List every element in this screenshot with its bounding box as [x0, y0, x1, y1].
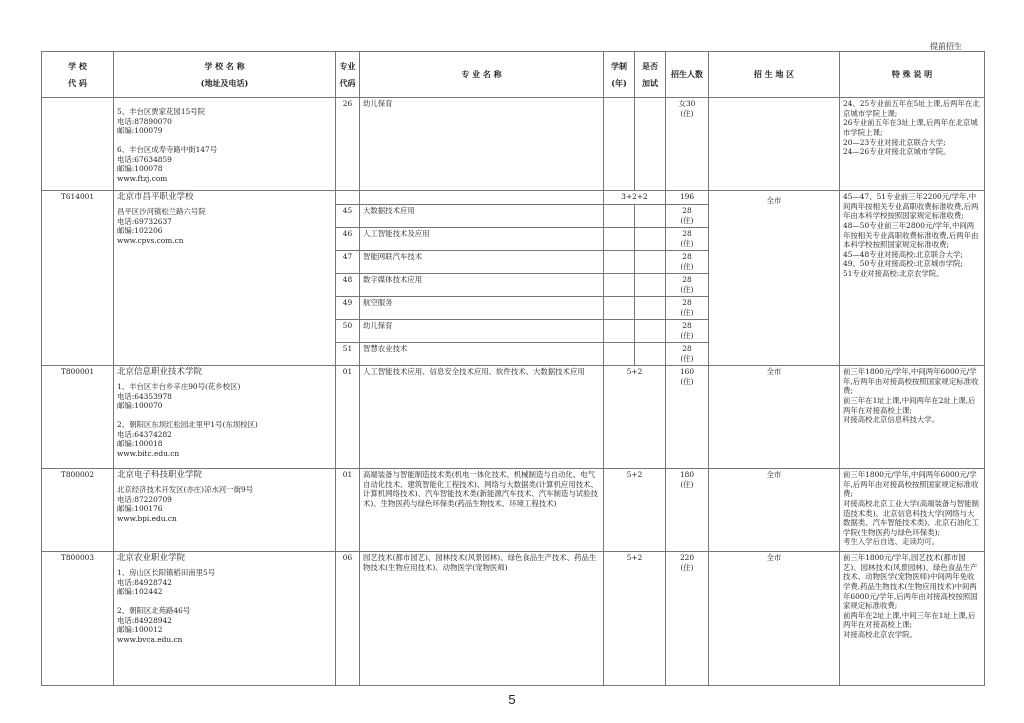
- school-code-cell: T800003: [42, 552, 114, 686]
- table-row: [42, 191, 985, 205]
- table-header-row: [42, 52, 985, 98]
- major-code-cell: 01: [336, 366, 360, 469]
- enrollment-count-cell: 28 (住): [666, 320, 709, 343]
- years-cell: 5+2: [604, 552, 666, 686]
- major-name-cell: 智能网联汽车技术: [360, 251, 604, 274]
- years-cell: 5+2: [604, 366, 666, 469]
- years-cell: 3+2+2: [604, 191, 666, 205]
- major-code-cell: 45: [336, 205, 360, 228]
- school-address-cell: 北京农业职业学院 1、房山区长阳镇稻田南里5号 电话:84928742 邮编:102442 2、朝阳区北苑路46号 电话:84928942 邮编:100012 www.bvca.edu.cn: [114, 552, 336, 686]
- notes-cell: 前三年1800元/学年,中间两年6000元/学年,后两年由对接高校按照国家规定标准收费; 对接高校北京工业大学(高端装备与智能制造技术类)、北京信息科技大学(网络与大数据类、汽车智能技术类)、北京石油化工学院(生物医药与绿色环保类); 考生入学后自选、走读均可。: [840, 469, 985, 552]
- major-name-cell: 智慧农业技术: [360, 343, 604, 366]
- major-name-cell: 园艺技术(都市园艺)、园林技术(风景园林)、绿色食品生产技术、药品生物技术(生物应用技术)、动物医学(宠物医师): [360, 552, 604, 686]
- notes-cell: 45—47、51专业前三年2200元/学年,中间两年按相关专业高职收费标准收费,后两年由本科学校按照国家规定标准收费; 48—50专业前三年2800元/学年,中间两年按相关专业高职收费标准收费,后两年由本科学校按照国家规定标准收费; 45—48专业对接高校:北京联合大学; 49、50专业对接高校:北京城市学院; 51专业对接高校:北京农学院。: [840, 191, 985, 366]
- enrollment-table: [41, 51, 985, 686]
- major-code-cell: [336, 191, 360, 205]
- major-name-cell: 数字媒体技术应用: [360, 274, 604, 297]
- col-region-header: 招 生 地 区: [709, 52, 840, 98]
- region-cell: 全市: [709, 366, 840, 469]
- table-row: [42, 552, 985, 686]
- major-name-cell: 幼儿保育: [360, 320, 604, 343]
- years-cell: [604, 98, 635, 191]
- enrollment-count-cell: 28 (住): [666, 297, 709, 320]
- school-address-cell: 北京信息职业技术学院 1、丰台区丰台乡辛庄90号(花乡校区) 电话:64353978 邮编:100070 2、朝阳区东坝红松园北里甲1号(东坝校区) 电话:64374282 邮编:100018 www.bitc.edu.cn: [114, 366, 336, 469]
- page-top-label: 提前招生: [930, 42, 962, 51]
- col-years-header: 学制 (年): [604, 52, 635, 98]
- school-code-cell: [42, 98, 114, 191]
- school-address-cell: 北京市昌平职业学校 昌平区沙河镇松兰路六号院 电话:69732637 邮编:102206 www.cpvs.com.cn: [114, 191, 336, 366]
- school-code-cell: T800002: [42, 469, 114, 552]
- enrollment-count-cell: 28 (住): [666, 251, 709, 274]
- region-cell: 全市: [709, 191, 840, 366]
- notes-cell: 前三年1800元/学年,园艺技术(都市园艺)、园林技术(风景园林)、绿色食品生产技术、动物医学(宠物医师)中间两年免收学费,药品生物技术(生物应用技术)中间两年6000元/学年,后两年由对接高校按照国家规定标准收费; 前两年在2址上课,中间三年在1址上课,后两年在对接高校上课; 对接高校北京农学院。: [840, 552, 985, 686]
- enrollment-count-cell: 28 (住): [666, 343, 709, 366]
- enrollment-count-cell: 28 (住): [666, 205, 709, 228]
- school-code-cell: T800001: [42, 366, 114, 469]
- col-major-name-header: 专 业 名 称: [360, 52, 604, 98]
- notes-cell: 24、25专业前五年在5址上课,后两年在北京城市学院上课; 26专业前五年在3址上课,后两年在北京城市学院上课; 20—23专业对接北京联合大学; 24—26专业对接北京城市学院。: [840, 98, 985, 191]
- col-major-code-header: 专业 代码: [336, 52, 360, 98]
- table-row: [42, 469, 985, 552]
- enrollment-count-cell: 28 (住): [666, 274, 709, 297]
- enrollment-count-cell: 180 (住): [666, 469, 709, 552]
- major-name-cell: 幼儿保育: [360, 98, 604, 191]
- major-code-cell: 26: [336, 98, 360, 191]
- major-name-cell: [360, 191, 604, 205]
- major-code-cell: 50: [336, 320, 360, 343]
- major-code-cell: 48: [336, 274, 360, 297]
- school-code-cell: T614001: [42, 191, 114, 366]
- region-cell: 全市: [709, 469, 840, 552]
- enrollment-total-cell: 196: [666, 191, 709, 205]
- school-address-cell: 5、丰台区贾家花园15号院 电话:87890070 邮编:100079 6、丰台区成寿寺路中街147号 电话:67634859 邮编:100078 www.ftzj.com: [114, 98, 336, 191]
- col-notes-header: 特 殊 说 明: [840, 52, 985, 98]
- region-cell: 全市: [709, 552, 840, 686]
- notes-cell: 前三年1800元/学年,中间两年6000元/学年,后两年由对接高校按照国家规定标准收费; 前三年在1址上课,中间两年在2址上课,后两年在对接高校上课; 对接高校北京信息科技大学。: [840, 366, 985, 469]
- major-name-cell: 航空服务: [360, 297, 604, 320]
- major-name-cell: 高端装备与智能制造技术类(机电一体化技术、机械制造与自动化、电气自动化技术、建筑智能化工程技术)、网络与大数据类(计算机应用技术、计算机网络技术)、汽车智能技术类(新能源汽车技术、汽车制造与试验技术)、生物医药与绿色环保类(药品生物技术、环境工程技术): [360, 469, 604, 552]
- major-code-cell: 01: [336, 469, 360, 552]
- region-cell: [709, 98, 840, 191]
- major-code-cell: 47: [336, 251, 360, 274]
- school-address-cell: 北京电子科技职业学院 北京经济技术开发区(亦庄)凉水河一街9号 电话:87220709 邮编:100176 www.bpi.edu.cn: [114, 469, 336, 552]
- major-code-cell: 49: [336, 297, 360, 320]
- col-school-name-header: 学 校 名 称 (地址及电话): [114, 52, 336, 98]
- years-cell: 5+2: [604, 469, 666, 552]
- enrollment-count-cell: 女30 (住): [666, 98, 709, 191]
- enrollment-count-cell: 220 (住): [666, 552, 709, 686]
- col-extra-exam-header: 是否 加试: [635, 52, 666, 98]
- major-name-cell: 人工智能技术及应用: [360, 228, 604, 251]
- page-number: 5: [508, 692, 516, 707]
- major-name-cell: 大数据技术应用: [360, 205, 604, 228]
- table-row: [42, 98, 985, 191]
- major-code-cell: 51: [336, 343, 360, 366]
- enrollment-count-cell: 160 (住): [666, 366, 709, 469]
- major-code-cell: 06: [336, 552, 360, 686]
- table-row: [42, 366, 985, 469]
- major-name-cell: 人工智能技术应用、信息安全技术应用、软件技术、大数据技术应用: [360, 366, 604, 469]
- extra-exam-cell: [635, 98, 666, 191]
- enrollment-count-cell: 28 (住): [666, 228, 709, 251]
- col-enrollment-count-header: 招生人数: [666, 52, 709, 98]
- major-code-cell: 46: [336, 228, 360, 251]
- col-school-code-header: 学 校 代 码: [42, 52, 114, 98]
